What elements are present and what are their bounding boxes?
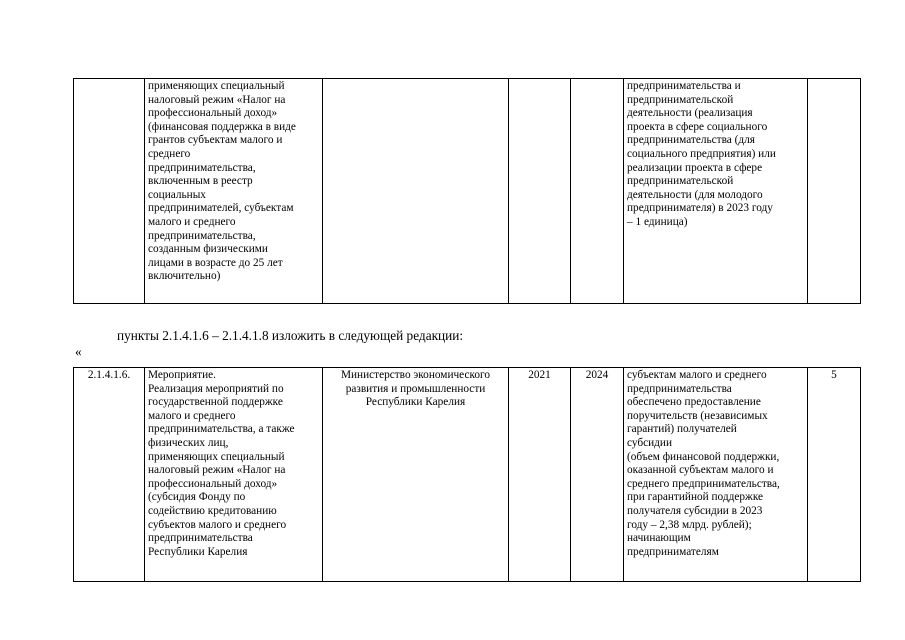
table-amended-items: [73, 367, 861, 582]
text-line: гарантий) получателей: [627, 423, 737, 436]
text-line: начинающим: [627, 532, 691, 545]
text-line: включительно): [148, 270, 221, 283]
text-line: развития и промышленности: [345, 382, 486, 395]
text-line: субъектов малого и среднего: [148, 518, 287, 531]
text-line: предпринимательства, а также: [148, 423, 295, 436]
text-line: предпринимательской: [627, 175, 734, 188]
text-line: Министерство экономического: [340, 369, 491, 381]
cell-number: [74, 79, 145, 304]
text-line: оказанной субъектам малого и: [627, 464, 774, 477]
table-top-continuation: [73, 78, 861, 304]
text-line: поручительств (независимых: [627, 409, 768, 422]
text-line: году – 2,38 млрд. рублей);: [627, 518, 752, 531]
cell-result: [624, 368, 808, 582]
text-line: малого и среднего: [148, 409, 236, 422]
text-line: созданным физическими: [148, 243, 268, 256]
text-line: применяющих специальный: [148, 450, 285, 463]
text-line: получателя субсидии в 2023: [627, 504, 763, 517]
text-line: при гарантийной поддержке: [627, 491, 764, 504]
cell-year-start: [509, 79, 571, 304]
cell-executor: [323, 79, 509, 304]
text-line: Мероприятие.: [148, 369, 216, 381]
text-line: (субсидия Фонду по: [148, 491, 246, 504]
text-line: деятельности (реализация: [627, 107, 753, 120]
amendment-instruction: пункты 2.1.4.1.6 – 2.1.4.1.8 изложить в следующей редакции:: [117, 328, 464, 343]
cell-activity: [145, 79, 323, 304]
text-line: лицами в возрасте до 25 лет: [148, 256, 283, 269]
text-line: проекта в сфере социального: [627, 120, 768, 133]
text-line: субъектам малого и среднего: [627, 369, 767, 381]
text-line: грантов субъектам малого и: [148, 134, 283, 147]
text-line: социальных: [148, 188, 206, 201]
text-line: предпринимательства,: [148, 161, 256, 174]
text-line: профессиональный доход»: [148, 477, 278, 490]
text-line: предпринимателя) в 2023 году: [627, 202, 773, 215]
text-line: субсидии: [627, 436, 673, 449]
cell-year-end: [571, 79, 624, 304]
text-line: применяющих специальный: [148, 80, 285, 92]
text-line: налоговый режим «Налог на: [148, 464, 286, 477]
result-text: [627, 80, 804, 230]
text-line: предпринимательской: [627, 93, 734, 106]
text-line: предпринимателям: [627, 545, 719, 558]
table-row: [74, 79, 861, 304]
text-line: предпринимательства (для: [627, 134, 755, 147]
text-line: предпринимательства и: [627, 80, 741, 92]
text-line: (объем финансовой поддержки,: [627, 450, 780, 463]
text-line: предпринимательства: [148, 532, 253, 545]
text-line: физических лиц,: [148, 436, 229, 449]
cell-year-start: 2021: [509, 368, 571, 582]
text-line: предпринимательства,: [148, 229, 256, 242]
text-line: реализации проекта в сфере: [627, 161, 763, 174]
text-line: малого и среднего: [148, 215, 236, 228]
cell-number: 2.1.4.1.6.: [74, 368, 145, 582]
text-line: содействию кредитованию: [148, 504, 277, 517]
cell-link: 5: [808, 368, 861, 582]
text-line: – 1 единица): [627, 215, 688, 228]
activity-text: [148, 369, 319, 559]
opening-quote: «: [75, 344, 82, 359]
text-line: Реализация мероприятий по: [148, 382, 284, 395]
cell-activity: [145, 368, 323, 582]
cell-result: [624, 79, 808, 304]
text-line: деятельности (для молодого: [627, 188, 763, 201]
result-text: [627, 369, 804, 559]
text-line: среднего: [148, 147, 191, 160]
text-line: государственной поддержке: [148, 396, 283, 409]
cell-link: [808, 79, 861, 304]
text-line: среднего предпринимательства,: [627, 477, 780, 490]
activity-text: [148, 80, 319, 284]
cell-year-end: 2024: [571, 368, 624, 582]
text-line: обеспечено предоставление: [627, 396, 761, 409]
text-line: предпринимательства: [627, 382, 732, 395]
text-line: предпринимателей, субъектам: [148, 202, 294, 215]
text-line: (финансовая поддержка в виде: [148, 120, 296, 133]
text-line: Республики Карелия: [365, 396, 466, 409]
text-line: социального предприятия) или: [627, 147, 776, 160]
text-line: включенным в реестр: [148, 175, 253, 188]
executor-text: [326, 369, 505, 410]
text-line: Республики Карелия: [148, 545, 248, 558]
cell-executor: [323, 368, 509, 582]
text-line: налоговый режим «Налог на: [148, 93, 286, 106]
text-line: профессиональный доход»: [148, 107, 278, 120]
table-row: [74, 368, 861, 582]
